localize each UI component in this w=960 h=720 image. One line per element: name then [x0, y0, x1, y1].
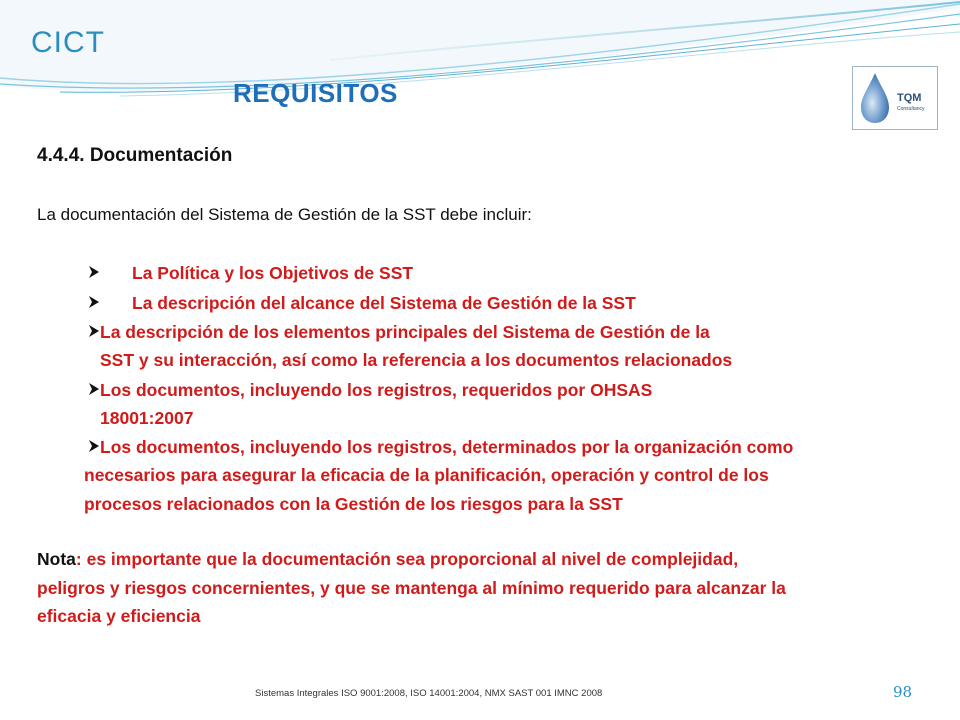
page-title: REQUISITOS — [233, 78, 398, 108]
bullet-text: Los documentos, incluyendo los registros, requeridos por OHSAS — [100, 380, 653, 400]
bullet-text: Los documentos, incluyendo los registros, determinados por la organización como — [100, 437, 794, 457]
logo-text: TQM — [897, 92, 922, 104]
footer-text: Sistemas Integrales ISO 9001:2008, ISO 14001:2004, NMX SAST 001 IMNC 2008 — [255, 688, 603, 699]
bullet-text: necesarios para asegurar la eficacia de la planificación, operación y control de los — [84, 465, 769, 485]
bullet-text: procesos relacionados con la Gestión de los riesgos para la SST — [84, 494, 623, 514]
section-title: 4.4.4. Documentación — [37, 145, 233, 166]
arrow-bullet-icon — [88, 324, 100, 342]
brand-label: CICT — [31, 26, 105, 59]
note-label: Nota — [37, 549, 76, 569]
arrow-bullet-icon — [88, 439, 100, 457]
logo-subtext: Consultancy — [897, 106, 925, 112]
arrow-bullet-icon — [88, 265, 100, 283]
header-swoosh-decoration — [0, 0, 960, 110]
bullet-text: La Política y los Objetivos de SST — [132, 263, 414, 283]
arrow-bullet-icon — [88, 382, 100, 400]
bullet-text: SST y su interacción, así como la referencia a los documentos relacionados — [100, 350, 733, 370]
tqm-logo — [852, 66, 938, 130]
note-text: peligros y riesgos concernientes, y que se mantenga al mínimo requerido para alcanzar la — [37, 578, 786, 598]
arrow-bullet-icon — [88, 295, 100, 313]
page-number: 98 — [893, 683, 913, 701]
note-text: Nota: es importante que la documentación sea proporcional al nivel de complejidad, — [37, 549, 739, 569]
bullet-text: La descripción del alcance del Sistema de Gestión de la SST — [132, 293, 636, 313]
bullet-text: La descripción de los elementos principales del Sistema de Gestión de la — [100, 322, 710, 342]
note-text: eficacia y eficiencia — [37, 606, 201, 626]
intro-text: La documentación del Sistema de Gestión de la SST debe incluir: — [37, 205, 532, 224]
bullet-text: 18001:2007 — [100, 408, 194, 428]
